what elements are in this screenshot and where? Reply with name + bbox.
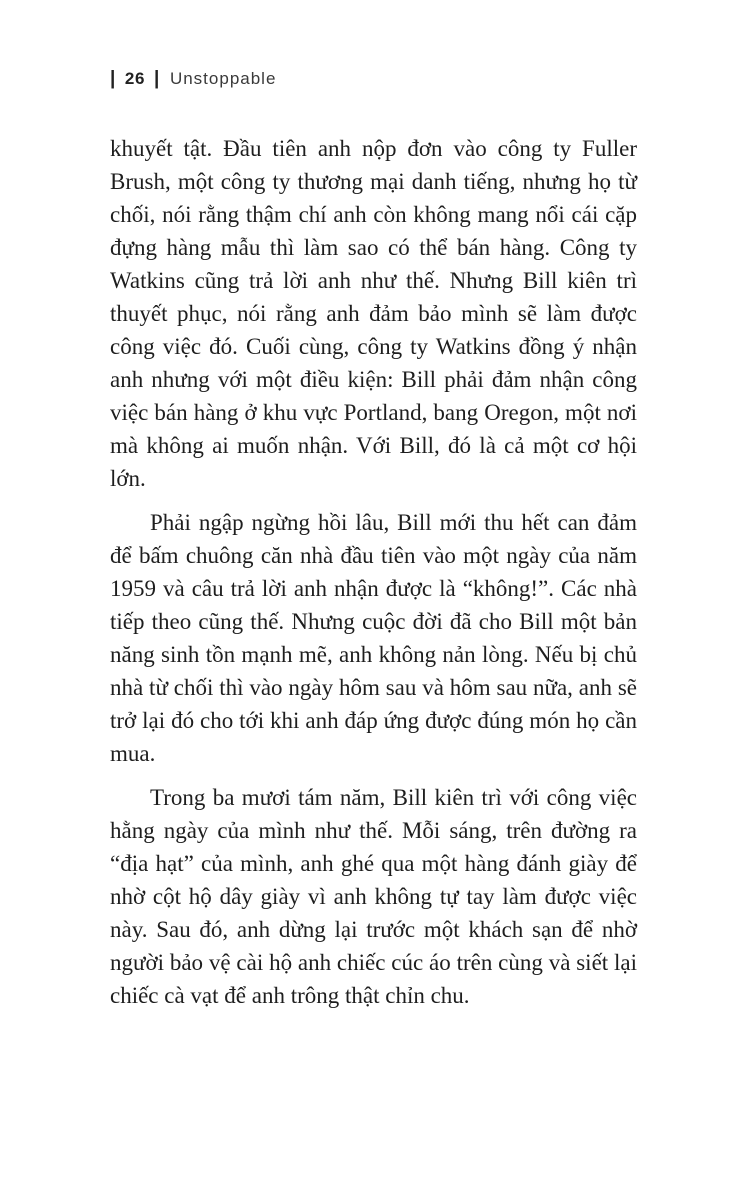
paragraph-3: Trong ba mươi tám năm, Bill kiên trì với công việc hằng ngày của mình như thế. Mỗi sáng, trên đường ra “địa hạt” của mình, anh ghé qua một hàng đánh giày để nhờ cột hộ dây giày vì anh không tự tay làm được việc này. Sau đó, anh dừng lại trước một khách sạn để nhờ người bảo vệ cài hộ anh chiếc cúc áo trên cùng và siết lại chiếc cà vạt để anh trông thật chỉn chu. [110,785,637,1008]
paragraph-2: Phải ngập ngừng hồi lâu, Bill mới thu hết can đảm để bấm chuông căn nhà đầu tiên vào một ngày của năm 1959 và câu trả lời anh nhận được là “không!”. Các nhà tiếp theo cũng thế. Nhưng cuộc đời đã cho Bill một bản năng sinh tồn mạnh mẽ, anh không nản lòng. Nếu bị chủ nhà từ chối thì vào ngày hôm sau và hôm sau nữa, anh sẽ trở lại đó cho tới khi anh đáp ứng được đúng món họ cần mua. [110,510,637,766]
header-bar-left: | [110,68,116,89]
page-number: 26 [124,69,146,88]
header-bar-right: | [154,68,160,89]
page-body [110,132,637,1012]
paragraph-1: khuyết tật. Đầu tiên anh nộp đơn vào công ty Fuller Brush, một công ty thương mại danh tiếng, nhưng họ từ chối, nói rằng thậm chí anh còn không mang nổi cái cặp đựng hàng mẫu thì làm sao có thể bán hàng. Công ty Watkins cũng trả lời anh như thế. Nhưng Bill kiên trì thuyết phục, nói rằng anh đảm bảo mình sẽ làm được công việc đó. Cuối cùng, công ty Watkins đồng ý nhận anh nhưng với một điều kiện: Bill phải đảm nhận công việc bán hàng ở khu vực Portland, bang Oregon, một nơi mà không ai muốn nhận. Với Bill, đó là cả một cơ hội lớn. [110,136,637,491]
book-title: Unstoppable [169,69,277,88]
page-header [110,68,637,90]
